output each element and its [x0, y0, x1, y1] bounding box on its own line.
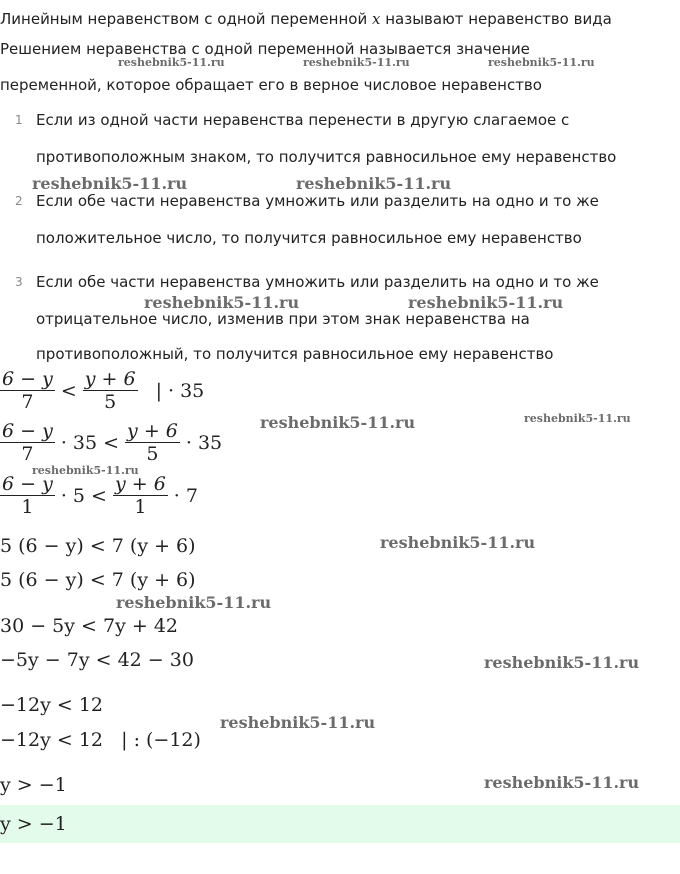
rule-text: противоположным знаком, то получится равносильное ему неравенство	[36, 148, 617, 166]
step-3: 6 − y 1 · 5 < y + 6 1 · 7	[2, 473, 198, 518]
watermark: reshebnik5-11.ru	[116, 593, 272, 612]
rule-text: Если обе части неравенства умножить или разделить на одно и то же	[36, 273, 599, 291]
rule-number: 3	[15, 275, 23, 289]
rule-text: положительное число, то получится равносильное ему неравенство	[36, 229, 582, 247]
rule-text: Если обе части неравенства умножить или разделить на одно и то же	[36, 192, 599, 210]
watermark: reshebnik5-11.ru	[408, 293, 564, 312]
watermark: reshebnik5-11.ru	[524, 412, 631, 425]
watermark: reshebnik5-11.ru	[220, 713, 376, 732]
step-4: 5 (6 − y) < 7 (y + 6)	[0, 535, 196, 557]
answer: y > −1	[0, 813, 67, 835]
watermark: reshebnik5-11.ru	[488, 56, 595, 69]
step-10: y > −1	[0, 774, 67, 796]
intro-line-2: Решением неравенства с одной переменной называется значение	[0, 40, 530, 58]
step-8: −12y < 12	[0, 694, 104, 716]
intro-line-1: Линейным неравенством с одной переменной x называют неравенство вида	[0, 10, 612, 28]
step-2: 6 − y 7 · 35 < y + 6 5 · 35	[2, 420, 223, 465]
step-5: 5 (6 − y) < 7 (y + 6)	[0, 569, 196, 591]
step-7: −5y − 7y < 42 − 30	[0, 649, 194, 671]
step-6: 30 − 5y < 7y + 42	[0, 615, 178, 637]
rule-number: 1	[15, 113, 23, 127]
rule-text: противоположный, то получится равносильное ему неравенство	[36, 345, 554, 363]
rule-number: 2	[15, 194, 23, 208]
watermark: reshebnik5-11.ru	[484, 773, 640, 792]
watermark: reshebnik5-11.ru	[32, 174, 188, 193]
intro-line-3: переменной, которое обращает его в верное числовое неравенство	[0, 76, 542, 94]
watermark: reshebnik5-11.ru	[296, 174, 452, 193]
watermark: reshebnik5-11.ru	[380, 533, 536, 552]
step-1: 6 − y 7 < y + 6 5 | · 35	[2, 368, 205, 413]
answer-highlight	[0, 805, 680, 843]
rule-text: Если из одной части неравенства перенести в другую слагаемое с	[36, 111, 570, 129]
rule-text: отрицательное число, изменив при этом знак неравенства на	[36, 310, 530, 328]
watermark: reshebnik5-11.ru	[484, 653, 640, 672]
watermark: reshebnik5-11.ru	[260, 413, 416, 432]
watermark: reshebnik5-11.ru	[32, 464, 139, 477]
watermark: reshebnik5-11.ru	[118, 56, 225, 69]
step-9: −12y < 12 | : (−12)	[0, 729, 201, 751]
watermark: reshebnik5-11.ru	[144, 293, 300, 312]
watermark: reshebnik5-11.ru	[303, 56, 410, 69]
